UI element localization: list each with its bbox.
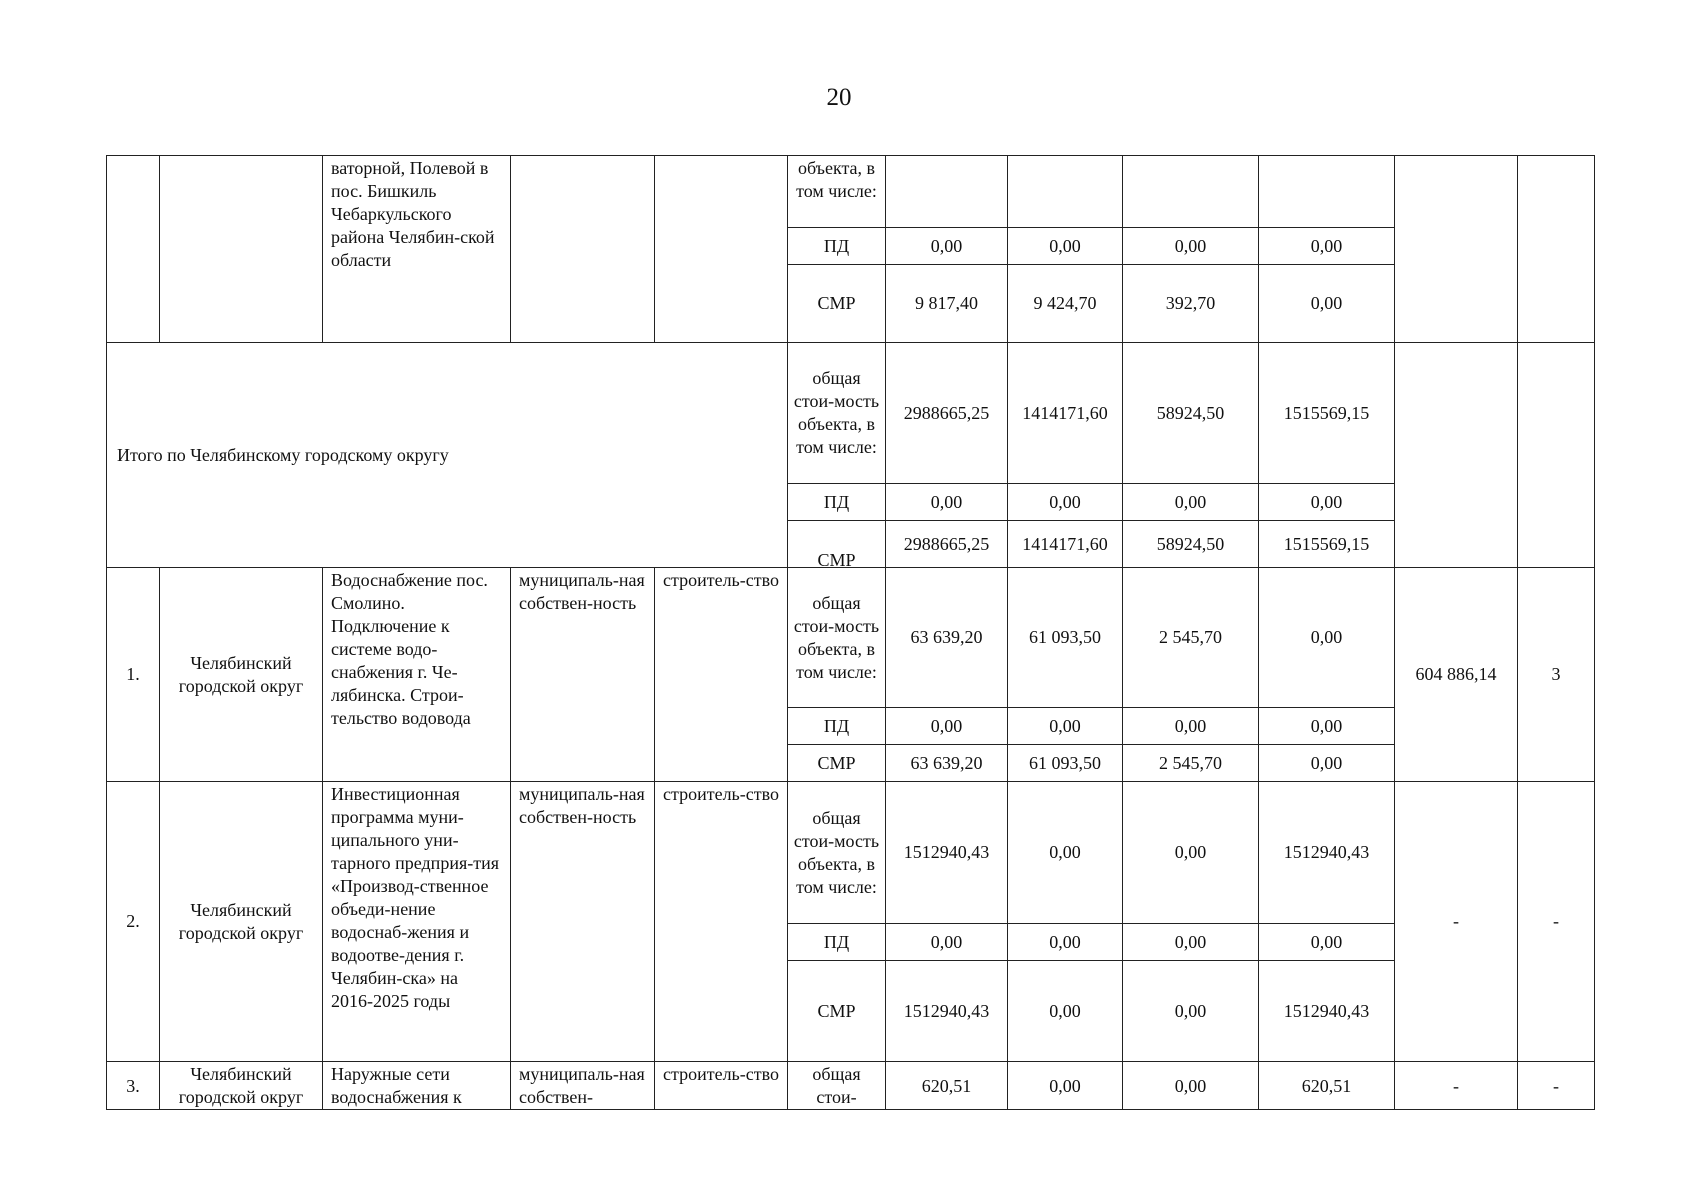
smr-label: СМР bbox=[788, 961, 886, 1062]
value-cell: 1512940,43 bbox=[1259, 782, 1395, 924]
value-cell: 2 545,70 bbox=[1123, 745, 1259, 782]
value-cell: 0,00 bbox=[1008, 484, 1123, 521]
page-number: 20 bbox=[826, 84, 852, 111]
value-cell: 63 639,20 bbox=[886, 568, 1008, 708]
cost-label: объекта, в том числе: bbox=[788, 156, 886, 228]
work-type-cell bbox=[655, 156, 788, 343]
smr-label: СМР bbox=[788, 745, 886, 782]
cost-label: общая стои-мость объекта, в том числе: bbox=[788, 782, 886, 924]
cost-label: общая стои- bbox=[788, 1062, 886, 1110]
table-row bbox=[107, 568, 1595, 708]
ownership-cell bbox=[511, 156, 655, 343]
last-cell bbox=[1518, 343, 1595, 568]
value-cell: 0,00 bbox=[1259, 708, 1395, 745]
value-cell: 0,00 bbox=[1008, 782, 1123, 924]
value-cell: 1512940,43 bbox=[1259, 961, 1395, 1062]
municipality-cell bbox=[160, 156, 323, 343]
table-row bbox=[107, 156, 1595, 228]
pd-label: ПД bbox=[788, 924, 886, 961]
value-cell: 0,00 bbox=[886, 708, 1008, 745]
value-cell: 2 545,70 bbox=[1123, 568, 1259, 708]
municipality-cell: Челябинский городской округ bbox=[160, 782, 323, 1062]
value-cell: 61 093,50 bbox=[1008, 745, 1123, 782]
pd-label: ПД bbox=[788, 708, 886, 745]
value-cell: 0,00 bbox=[1008, 1062, 1123, 1110]
cost-label: общая стои-мость объекта, в том числе: bbox=[788, 568, 886, 708]
value-cell: 0,00 bbox=[1008, 924, 1123, 961]
extra-cell: - bbox=[1395, 1062, 1518, 1110]
work-type-cell: строитель-ство bbox=[655, 782, 788, 1062]
value-cell: 9 817,40 bbox=[886, 265, 1008, 343]
value-cell: 0,00 bbox=[886, 228, 1008, 265]
budget-table bbox=[106, 155, 1595, 1110]
value-cell: 9 424,70 bbox=[1008, 265, 1123, 343]
extra-cell: - bbox=[1395, 782, 1518, 1062]
object-name-cell: Инвестиционная программа муни-ципального уни-тарного предприя-тия «Производ-ственное объеди-нение водоснаб-жения и водоотве-дения г. Челябин-ска» на 2016-2025 годы bbox=[323, 782, 511, 1062]
value-cell: 0,00 bbox=[1259, 924, 1395, 961]
value-cell bbox=[1123, 156, 1259, 228]
value-cell: 0,00 bbox=[1123, 708, 1259, 745]
municipality-cell: Челябинский городской округ bbox=[160, 1062, 323, 1110]
value-cell: 1515569,15 bbox=[1259, 521, 1395, 568]
work-type-cell: строитель-ство bbox=[655, 568, 788, 782]
pd-label: ПД bbox=[788, 484, 886, 521]
row-number: 3. bbox=[107, 1062, 160, 1110]
value-cell: 0,00 bbox=[1123, 1062, 1259, 1110]
value-cell: 0,00 bbox=[1259, 265, 1395, 343]
extra-cell bbox=[1395, 343, 1518, 568]
pd-label: ПД bbox=[788, 228, 886, 265]
last-cell: - bbox=[1518, 782, 1595, 1062]
value-cell: 0,00 bbox=[1259, 228, 1395, 265]
ownership-cell: муниципаль-ная собствен-ность bbox=[511, 568, 655, 782]
last-cell bbox=[1518, 156, 1595, 343]
value-cell: 0,00 bbox=[886, 484, 1008, 521]
value-cell: 0,00 bbox=[1259, 484, 1395, 521]
value-cell: 58924,50 bbox=[1123, 521, 1259, 568]
value-cell: 1414171,60 bbox=[1008, 521, 1123, 568]
value-cell bbox=[1259, 156, 1395, 228]
value-cell: 0,00 bbox=[886, 924, 1008, 961]
value-cell: 63 639,20 bbox=[886, 745, 1008, 782]
value-cell bbox=[886, 156, 1008, 228]
row-number: 2. bbox=[107, 782, 160, 1062]
smr-label-text: СМР bbox=[817, 550, 856, 568]
value-cell: 58924,50 bbox=[1123, 343, 1259, 484]
value-cell: 0,00 bbox=[1259, 568, 1395, 708]
value-cell: 620,51 bbox=[1259, 1062, 1395, 1110]
value-cell: 1512940,43 bbox=[886, 961, 1008, 1062]
extra-cell: 604 886,14 bbox=[1395, 568, 1518, 782]
value-cell: 0,00 bbox=[1123, 924, 1259, 961]
ownership-cell: муниципаль-ная собствен- bbox=[511, 1062, 655, 1110]
value-cell: 0,00 bbox=[1008, 961, 1123, 1062]
object-name-cell: Водоснабжение пос. Смолино. Подключение к системе водо-снабжения г. Че-лябинска. Строи-тельство водовода bbox=[323, 568, 511, 782]
row-number-cell bbox=[107, 156, 160, 343]
row-number: 1. bbox=[107, 568, 160, 782]
subtotal-label: Итого по Челябинскому городскому округу bbox=[107, 343, 788, 568]
work-type-cell: строитель-ство bbox=[655, 1062, 788, 1110]
value-cell: 61 093,50 bbox=[1008, 568, 1123, 708]
value-cell: 0,00 bbox=[1123, 484, 1259, 521]
value-cell: 0,00 bbox=[1123, 961, 1259, 1062]
object-name-cell: ваторной, Полевой в пос. Бишкиль Чебаркульского района Челябин-ской области bbox=[323, 156, 511, 343]
table-row bbox=[107, 1062, 1595, 1110]
subtotal-row bbox=[107, 343, 1595, 484]
value-cell: 0,00 bbox=[1008, 708, 1123, 745]
smr-label bbox=[788, 521, 886, 568]
value-cell: 620,51 bbox=[886, 1062, 1008, 1110]
value-cell: 2988665,25 bbox=[886, 521, 1008, 568]
last-cell: 3 bbox=[1518, 568, 1595, 782]
municipality-cell: Челябинский городской округ bbox=[160, 568, 323, 782]
ownership-cell: муниципаль-ная собствен-ность bbox=[511, 782, 655, 1062]
table-row bbox=[107, 782, 1595, 924]
value-cell: 1414171,60 bbox=[1008, 343, 1123, 484]
value-cell: 0,00 bbox=[1259, 745, 1395, 782]
smr-label: СМР bbox=[788, 265, 886, 343]
cost-label: общая стои-мость объекта, в том числе: bbox=[788, 343, 886, 484]
last-cell: - bbox=[1518, 1062, 1595, 1110]
value-cell bbox=[1008, 156, 1123, 228]
object-name-cell: Наружные сети водоснабжения к bbox=[323, 1062, 511, 1110]
value-cell: 1515569,15 bbox=[1259, 343, 1395, 484]
value-cell: 0,00 bbox=[1123, 228, 1259, 265]
value-cell: 1512940,43 bbox=[886, 782, 1008, 924]
extra-cell bbox=[1395, 156, 1518, 343]
value-cell: 2988665,25 bbox=[886, 343, 1008, 484]
value-cell: 0,00 bbox=[1008, 228, 1123, 265]
value-cell: 392,70 bbox=[1123, 265, 1259, 343]
value-cell: 0,00 bbox=[1123, 782, 1259, 924]
